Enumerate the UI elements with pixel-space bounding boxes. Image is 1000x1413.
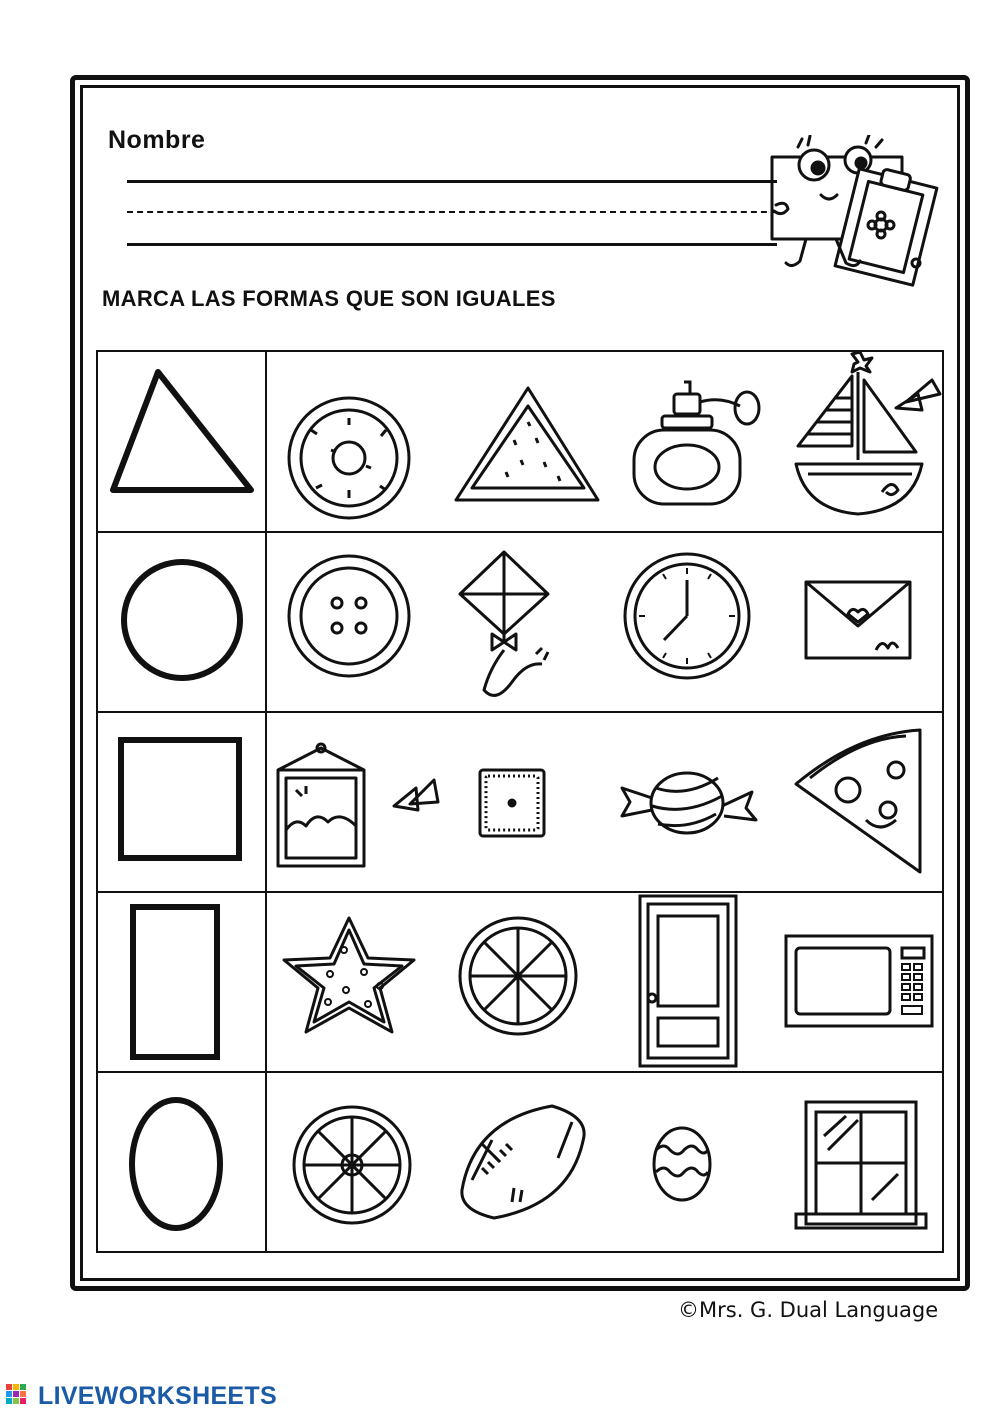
mascot-illustration-icon xyxy=(766,135,946,295)
target-rectangle-shape xyxy=(133,907,217,1057)
cracker-icon[interactable] xyxy=(480,770,544,836)
target-circle-shape xyxy=(124,562,240,678)
liveworksheets-logo-icon xyxy=(6,1384,32,1408)
target-oval-shape xyxy=(132,1100,220,1228)
liveworksheets-brand-text: LIVEWORKSHEETS xyxy=(38,1381,277,1410)
candy-icon[interactable] xyxy=(622,773,756,833)
name-line-middle xyxy=(127,211,777,213)
donut-icon[interactable] xyxy=(289,398,409,518)
door-icon[interactable] xyxy=(640,896,736,1066)
pizza-slice-icon[interactable] xyxy=(796,730,920,872)
name-line-bottom xyxy=(127,243,777,246)
window-icon[interactable] xyxy=(796,1102,926,1228)
orange-slice-icon[interactable] xyxy=(460,918,576,1034)
name-label: Nombre xyxy=(108,126,206,154)
shapes-matching-table xyxy=(96,350,944,1253)
button-icon[interactable] xyxy=(289,556,409,676)
kite-icon[interactable] xyxy=(460,552,548,695)
name-line-top xyxy=(127,180,777,183)
microwave-icon[interactable] xyxy=(786,936,932,1026)
wheel-icon[interactable] xyxy=(294,1107,410,1223)
liveworksheets-logo[interactable] xyxy=(6,1383,277,1409)
perfume-bottle-icon[interactable] xyxy=(634,382,759,504)
target-square-shape xyxy=(121,740,239,858)
star-cookie-icon[interactable] xyxy=(284,918,414,1032)
clock-icon[interactable] xyxy=(625,554,749,678)
target-triangle-shape xyxy=(113,372,251,490)
easter-egg-icon[interactable] xyxy=(654,1128,710,1200)
instruction-text: MARCA LAS FORMAS QUE SON IGUALES xyxy=(102,286,556,311)
watermelon-slice-icon[interactable] xyxy=(456,388,598,500)
picture-frame-icon[interactable] xyxy=(278,744,438,866)
copyright-text: ©Mrs. G. Dual Language xyxy=(678,1298,939,1322)
football-icon[interactable] xyxy=(462,1106,584,1218)
envelope-icon[interactable] xyxy=(806,582,910,658)
sailboat-icon[interactable] xyxy=(796,352,940,514)
